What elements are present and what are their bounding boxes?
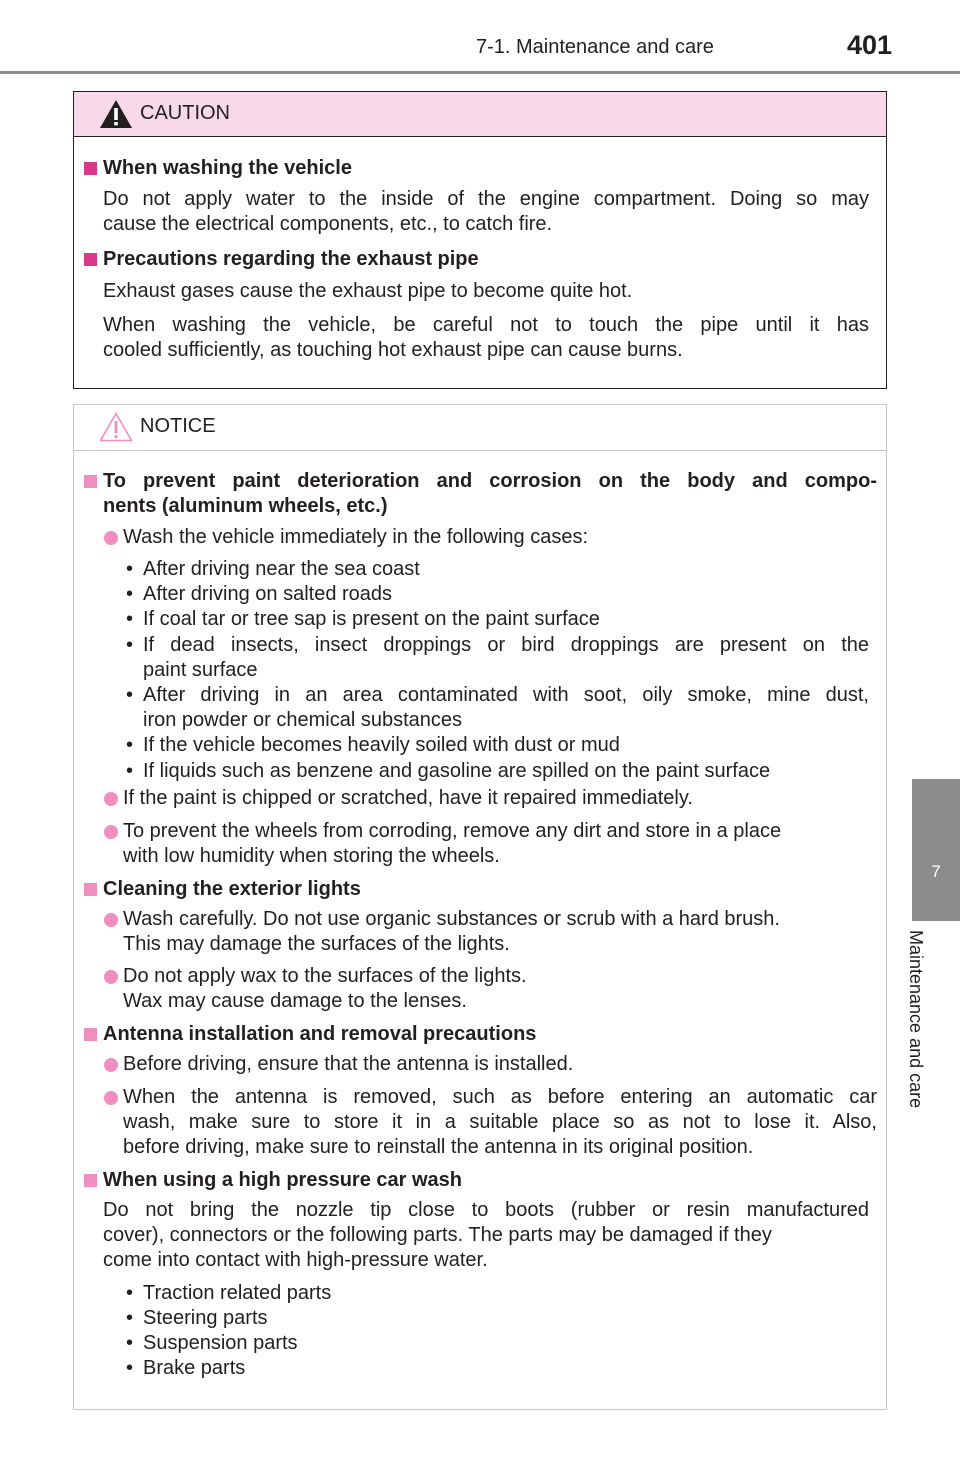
case-bullet: • bbox=[126, 760, 134, 782]
case-item: After driving on salted roads bbox=[143, 583, 393, 605]
notice-text: come into contact with high-pressure water. bbox=[103, 1249, 488, 1271]
part-item: Suspension parts bbox=[143, 1332, 298, 1354]
part-item: Steering parts bbox=[143, 1307, 268, 1329]
notice-point: Wash the vehicle immediately in the following cases: bbox=[123, 526, 589, 548]
case-item: After driving near the sea coast bbox=[143, 558, 420, 580]
case-item: If coal tar or tree sap is present on the paint surface bbox=[143, 608, 600, 630]
bullet-dot bbox=[104, 792, 118, 806]
part-bullet: • bbox=[126, 1307, 134, 1329]
notice-point: Wax may cause damage to the lenses. bbox=[123, 990, 467, 1012]
part-item: Traction related parts bbox=[143, 1282, 332, 1304]
notice-heading-marker bbox=[84, 883, 97, 896]
caution-heading: When washing the vehicle bbox=[103, 157, 352, 179]
case-bullet: • bbox=[126, 608, 134, 630]
case-bullet: • bbox=[126, 583, 134, 605]
notice-heading: When using a high pressure car wash bbox=[103, 1169, 462, 1191]
caution-heading-marker bbox=[84, 162, 97, 175]
bullet-dot bbox=[104, 970, 118, 984]
case-item: After driving in an area contaminated with soot, oily smoke, mine dust, bbox=[143, 684, 869, 706]
bullet-dot bbox=[104, 1091, 118, 1105]
notice-text: cover), connectors or the following parts. The parts may be damaged if they bbox=[103, 1224, 772, 1246]
notice-heading: Cleaning the exterior lights bbox=[103, 878, 361, 900]
caution-text: When washing the vehicle, be careful not to touch the pipe until it has bbox=[103, 314, 869, 336]
caution-text: cause the electrical components, etc., to catch fire. bbox=[103, 213, 553, 235]
notice-triangle-icon bbox=[99, 412, 133, 442]
caution-text: cooled sufficiently, as touching hot exhaust pipe can cause burns. bbox=[103, 339, 683, 361]
bullet-dot bbox=[104, 825, 118, 839]
caution-heading-marker bbox=[84, 253, 97, 266]
case-bullet: • bbox=[126, 684, 134, 706]
notice-heading: Antenna installation and removal precautions bbox=[103, 1023, 537, 1045]
chapter-tab[interactable] bbox=[912, 779, 960, 921]
notice-heading: To prevent paint deterioration and corrosion on the body and compo- bbox=[103, 470, 877, 492]
part-bullet: • bbox=[126, 1332, 134, 1354]
bullet-dot bbox=[104, 1058, 118, 1072]
page-number: 401 bbox=[847, 30, 893, 60]
warning-triangle-icon bbox=[99, 99, 133, 129]
notice-point: wash, make sure to store it in a suitable place so as not to lose it. Also, bbox=[123, 1111, 877, 1133]
notice-point: When the antenna is removed, such as before entering an automatic car bbox=[123, 1086, 877, 1108]
case-item: If liquids such as benzene and gasoline are spilled on the paint surface bbox=[143, 760, 771, 782]
caution-text: Do not apply water to the inside of the engine compartment. Doing so may bbox=[103, 188, 869, 210]
notice-point: If the paint is chipped or scratched, have it repaired immediately. bbox=[123, 787, 693, 809]
caution-text: Exhaust gases cause the exhaust pipe to become quite hot. bbox=[103, 280, 633, 302]
case-bullet: • bbox=[126, 558, 134, 580]
notice-heading: nents (aluminum wheels, etc.) bbox=[103, 495, 388, 517]
notice-heading-marker bbox=[84, 475, 97, 488]
notice-point: Do not apply wax to the surfaces of the lights. bbox=[123, 965, 527, 987]
caution-label: CAUTION bbox=[140, 102, 230, 124]
notice-point: before driving, make sure to reinstall the antenna in its original position. bbox=[123, 1136, 754, 1158]
case-item: If dead insects, insect droppings or bird droppings are present on the bbox=[143, 634, 869, 656]
chapter-label: Maintenance and care bbox=[906, 930, 926, 1109]
part-bullet: • bbox=[126, 1282, 134, 1304]
part-item: Brake parts bbox=[143, 1357, 246, 1379]
notice-heading-marker bbox=[84, 1028, 97, 1041]
case-item: paint surface bbox=[143, 659, 258, 681]
notice-heading-marker bbox=[84, 1174, 97, 1187]
chapter-number: 7 bbox=[931, 862, 941, 881]
part-bullet: • bbox=[126, 1357, 134, 1379]
header-rule bbox=[0, 71, 960, 74]
case-bullet: • bbox=[126, 734, 134, 756]
bullet-dot bbox=[104, 913, 118, 927]
notice-point: This may damage the surfaces of the lights. bbox=[123, 933, 510, 955]
section-title: 7-1. Maintenance and care bbox=[476, 36, 714, 58]
case-bullet: • bbox=[126, 634, 134, 656]
bullet-dot bbox=[104, 531, 118, 545]
caution-heading: Precautions regarding the exhaust pipe bbox=[103, 248, 479, 270]
chapter-label-container bbox=[906, 930, 960, 1160]
notice-text: Do not bring the nozzle tip close to boots (rubber or resin manufactured bbox=[103, 1199, 869, 1221]
notice-label: NOTICE bbox=[140, 415, 216, 437]
case-item: iron powder or chemical substances bbox=[143, 709, 463, 731]
notice-header bbox=[74, 405, 886, 451]
notice-point: with low humidity when storing the wheels. bbox=[123, 845, 500, 867]
notice-point: Wash carefully. Do not use organic substances or scrub with a hard brush. bbox=[123, 908, 780, 930]
notice-point: To prevent the wheels from corroding, remove any dirt and store in a place bbox=[123, 820, 782, 842]
notice-point: Before driving, ensure that the antenna is installed. bbox=[123, 1053, 574, 1075]
caution-header bbox=[74, 92, 886, 137]
case-item: If the vehicle becomes heavily soiled with dust or mud bbox=[143, 734, 620, 756]
